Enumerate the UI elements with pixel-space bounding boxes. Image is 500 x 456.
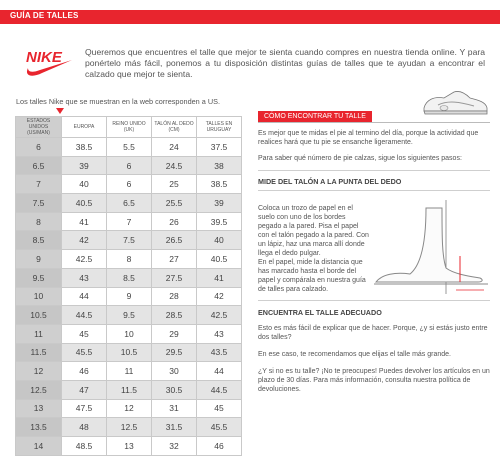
size-table-body — [16, 138, 242, 456]
table-cell: 13 — [107, 437, 152, 456]
table-cell: 6 — [107, 156, 152, 175]
column-header-uy: TALLES EN URUGUAY — [197, 117, 242, 138]
table-row — [16, 268, 242, 287]
table-cell: 10 — [107, 324, 152, 343]
guide-paragraph-6: En ese caso, te recomendamos que elijas el talle más grande. — [258, 351, 451, 358]
table-cell: 7.5 — [16, 194, 62, 213]
divider — [258, 300, 490, 301]
table-cell: 48 — [62, 418, 107, 437]
table-cell: 10.5 — [16, 306, 62, 325]
table-cell: 8.5 — [16, 231, 62, 250]
table-cell: 6 — [107, 175, 152, 194]
table-row — [16, 362, 242, 381]
page-title: GUÍA DE TALLES — [10, 11, 79, 20]
table-cell: 45.5 — [197, 418, 242, 437]
table-cell: 14 — [16, 437, 62, 456]
table-cell: 7 — [16, 175, 62, 194]
table-cell: 26.5 — [152, 231, 197, 250]
table-row — [16, 306, 242, 325]
table-cell: 38.5 — [62, 138, 107, 157]
table-cell: 30.5 — [152, 380, 197, 399]
table-cell: 6.5 — [16, 156, 62, 175]
table-cell: 37.5 — [197, 138, 242, 157]
table-row — [16, 324, 242, 343]
table-cell: 12 — [107, 399, 152, 418]
divider — [258, 190, 490, 191]
heading-measure: MIDE DEL TALÓN A LA PUNTA DEL DEDO — [258, 177, 402, 186]
table-cell: 41 — [62, 212, 107, 231]
sneaker-icon — [420, 84, 490, 118]
table-cell: 39 — [62, 156, 107, 175]
table-cell: 11.5 — [16, 343, 62, 362]
table-cell: 8.5 — [107, 268, 152, 287]
table-cell: 10 — [16, 287, 62, 306]
table-cell: 9 — [107, 287, 152, 306]
table-cell: 44.5 — [197, 380, 242, 399]
table-cell: 27 — [152, 250, 197, 269]
table-cell: 48.5 — [62, 437, 107, 456]
table-cell: 38 — [197, 156, 242, 175]
guide-paragraph-4: En el papel, mide la distancia que has marcado hasta el borde del papel y compárala en nuestra guía de talles para calzado. — [258, 259, 366, 293]
section-tab: CÓMO ENCONTRAR TU TALLE — [258, 111, 372, 122]
table-cell: 25.5 — [152, 194, 197, 213]
guide-paragraph-5: Esto es más fácil de explicar que de hacer. Porque, ¿y si estás justo entre dos talles? — [258, 325, 488, 341]
table-cell: 28 — [152, 287, 197, 306]
table-cell: 31.5 — [152, 418, 197, 437]
table-cell: 12.5 — [107, 418, 152, 437]
brand-name: NIKE — [26, 49, 62, 66]
table-cell: 8 — [107, 250, 152, 269]
table-cell: 47 — [62, 380, 107, 399]
table-cell: 11 — [107, 362, 152, 381]
table-row — [16, 250, 242, 269]
table-row — [16, 156, 242, 175]
table-cell: 42.5 — [62, 250, 107, 269]
table-cell: 47.5 — [62, 399, 107, 418]
table-row — [16, 212, 242, 231]
table-note: Los talles Nike que se muestran en la web corresponden a US. — [16, 97, 221, 106]
guide-paragraph-2: Para saber qué número de pie calzas, sigue los siguientes pasos: — [258, 155, 462, 162]
table-cell: 40.5 — [62, 194, 107, 213]
table-cell: 29.5 — [152, 343, 197, 362]
table-cell: 12 — [16, 362, 62, 381]
table-row — [16, 380, 242, 399]
table-cell: 44 — [197, 362, 242, 381]
table-cell: 44 — [62, 287, 107, 306]
table-cell: 26 — [152, 212, 197, 231]
table-cell: 42 — [197, 287, 242, 306]
table-cell: 43 — [62, 268, 107, 287]
table-cell: 7 — [107, 212, 152, 231]
column-marker-icon — [56, 108, 64, 114]
table-row — [16, 437, 242, 456]
table-cell: 46 — [197, 437, 242, 456]
table-cell: 40 — [197, 231, 242, 250]
table-row — [16, 399, 242, 418]
column-header-cm: TALÓN AL DEDO (CM) — [152, 117, 197, 138]
table-cell: 28.5 — [152, 306, 197, 325]
table-cell: 42.5 — [197, 306, 242, 325]
table-cell: 24.5 — [152, 156, 197, 175]
table-cell: 9 — [16, 250, 62, 269]
table-cell: 6 — [16, 138, 62, 157]
table-cell: 40 — [62, 175, 107, 194]
table-cell: 24 — [152, 138, 197, 157]
column-header-eu: EUROPA — [62, 117, 107, 138]
table-cell: 42 — [62, 231, 107, 250]
swoosh-icon — [20, 42, 76, 82]
table-cell: 45 — [197, 399, 242, 418]
guide-paragraph-3: Coloca un trozo de papel en el suelo con uno de los bordes pegado a la pared. Pisa el papel con el talón pegado a la pared. Con un lápiz, haz una marca allí donde llega el dedo pulgar. — [258, 205, 369, 257]
table-cell: 13.5 — [16, 418, 62, 437]
table-cell: 45.5 — [62, 343, 107, 362]
table-cell: 9.5 — [107, 306, 152, 325]
table-cell: 11 — [16, 324, 62, 343]
table-cell: 32 — [152, 437, 197, 456]
table-cell: 5.5 — [107, 138, 152, 157]
table-cell: 9.5 — [16, 268, 62, 287]
table-cell: 39 — [197, 194, 242, 213]
table-cell: 11.5 — [107, 380, 152, 399]
table-cell: 10.5 — [107, 343, 152, 362]
foot-measure-icon — [368, 196, 490, 300]
table-row — [16, 194, 242, 213]
table-cell: 13 — [16, 399, 62, 418]
table-row — [16, 418, 242, 437]
table-cell: 46 — [62, 362, 107, 381]
table-row — [16, 287, 242, 306]
header-bar — [0, 10, 500, 24]
table-cell: 8 — [16, 212, 62, 231]
table-row — [16, 138, 242, 157]
table-cell: 40.5 — [197, 250, 242, 269]
table-cell: 12.5 — [16, 380, 62, 399]
table-row — [16, 231, 242, 250]
table-cell: 43 — [197, 324, 242, 343]
table-row — [16, 175, 242, 194]
size-table — [15, 116, 242, 456]
table-cell: 30 — [152, 362, 197, 381]
table-cell: 39.5 — [197, 212, 242, 231]
table-cell: 31 — [152, 399, 197, 418]
table-cell: 29 — [152, 324, 197, 343]
table-cell: 43.5 — [197, 343, 242, 362]
intro-text: Queremos que encuentres el talle que mejor te sienta cuando compres en nuestra tienda online. Y para ponértelo más fácil, ponemos a tu disposición distintas guías de talles que te ayudan a encontrar el calzado que mejor te sienta. — [85, 47, 485, 79]
guide-paragraph-1: Es mejor que te midas el pie al termino del día, porque la actividad que realices hará que tu pie se ensanche ligeramente. — [258, 130, 479, 146]
table-cell: 44.5 — [62, 306, 107, 325]
divider — [258, 170, 490, 171]
column-header-uk: REINO UNIDO (UK) — [107, 117, 152, 138]
table-cell: 38.5 — [197, 175, 242, 194]
table-cell: 27.5 — [152, 268, 197, 287]
table-cell: 7.5 — [107, 231, 152, 250]
heading-fit: ENCUENTRA EL TALLE ADECUADO — [258, 308, 382, 317]
table-header-row — [16, 117, 242, 138]
column-header-us: ESTADOS UNIDOS (US/MAN) — [16, 117, 62, 138]
table-row — [16, 343, 242, 362]
table-cell: 45 — [62, 324, 107, 343]
table-cell: 25 — [152, 175, 197, 194]
table-cell: 6.5 — [107, 194, 152, 213]
table-cell: 41 — [197, 268, 242, 287]
guide-paragraph-7: ¿Y si no es tu talle? ¡No te preocupes! Puedes devolver los artículos en un plazo de 30 días. Para más información, consulta nuestra política de devoluciones. — [258, 368, 490, 393]
